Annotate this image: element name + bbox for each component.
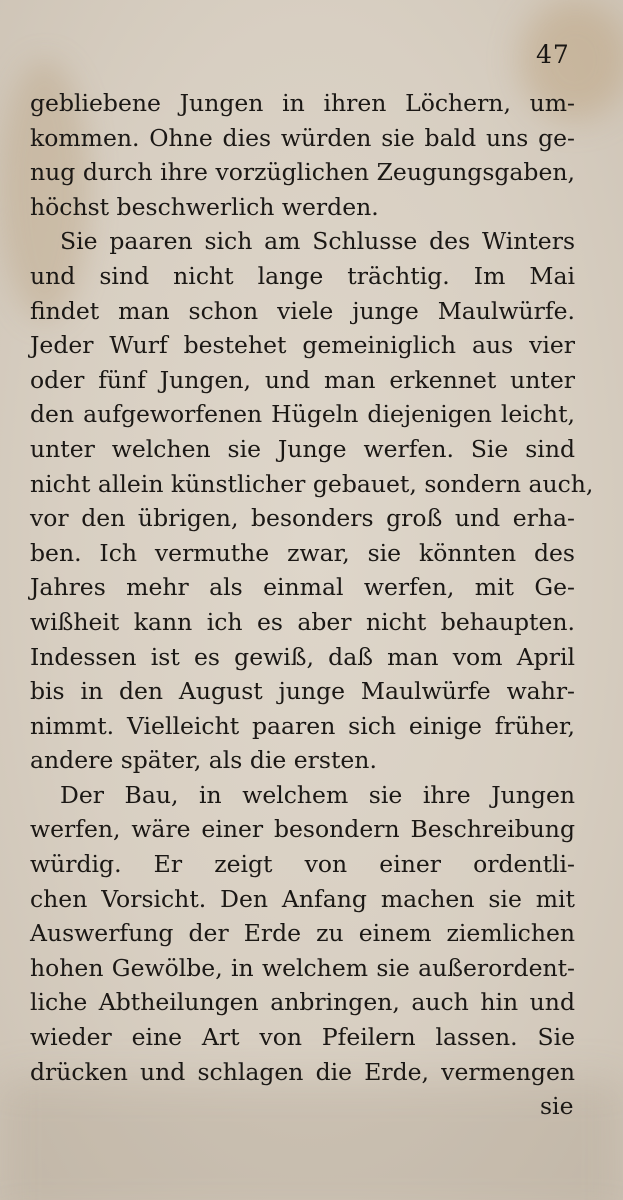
text-line: wißheit kann ich es aber nicht behaupten. (30, 607, 575, 636)
text-line: findet man schon viele junge Maulwürfe. (30, 296, 575, 325)
text-line: Der Bau, in welchem sie ihre Jungen (60, 780, 575, 809)
catchword: sie (540, 1092, 574, 1120)
page-number: 47 (536, 40, 570, 69)
text-line: unter welchen sie Junge werfen. Sie sind (30, 434, 575, 463)
text-line: Jahres mehr als einmal werfen, mit Ge- (30, 573, 575, 602)
text-line: werfen, wäre einer besondern Beschreibung (30, 815, 575, 844)
text-line: vor den übrigen, besonders groß und erha- (30, 504, 575, 533)
text-line: kommen. Ohne dies würden sie bald uns ge- (30, 123, 575, 152)
text-line: nicht allein künstlicher gebauet, sondern auch, (30, 469, 594, 498)
text-line: nimmt. Vielleicht paaren sich einige früher, (30, 711, 575, 740)
text-line: gebliebene Jungen in ihren Löchern, um- (30, 89, 575, 117)
text-line: nug durch ihre vorzüglichen Zeugungsgaben, (30, 158, 575, 187)
text-line: und sind nicht lange trächtig. Im Mai (30, 261, 575, 290)
text-line: würdig. Er zeigt von einer ordentli- (30, 850, 575, 879)
text-line: den aufgeworfenen Hügeln diejenigen leicht, (30, 400, 575, 429)
text-line: chen Vorsicht. Den Anfang machen sie mit (30, 884, 575, 913)
text-line: hohen Gewölbe, in welchem sie außerordent- (30, 953, 575, 982)
text-line: Sie paaren sich am Schlusse des Winters (60, 227, 575, 256)
text-line: Auswerfung der Erde zu einem ziemlichen (30, 919, 575, 948)
text-line: Indessen ist es gewiß, daß man vom April (30, 642, 575, 671)
text-line: wieder eine Art von Pfeilern lassen. Sie (30, 1023, 575, 1052)
text-line: liche Abtheilungen anbringen, auch hin und (30, 988, 575, 1017)
text-line: drücken und schlagen die Erde, vermengen (30, 1057, 575, 1086)
text-line: höchst beschwerlich werden. (30, 192, 379, 221)
text-line: oder fünf Jungen, und man erkennet unter (30, 365, 575, 394)
text-line: andere später, als die ersten. (30, 746, 377, 775)
text-line: ben. Ich vermuthe zwar, sie könnten des (30, 538, 575, 567)
body-text (30, 86, 594, 1089)
text-line: Jeder Wurf bestehet gemeiniglich aus vier (30, 331, 575, 360)
paper-shadow (0, 1080, 623, 1200)
text-line: bis in den August junge Maulwürfe wahr- (30, 677, 575, 706)
